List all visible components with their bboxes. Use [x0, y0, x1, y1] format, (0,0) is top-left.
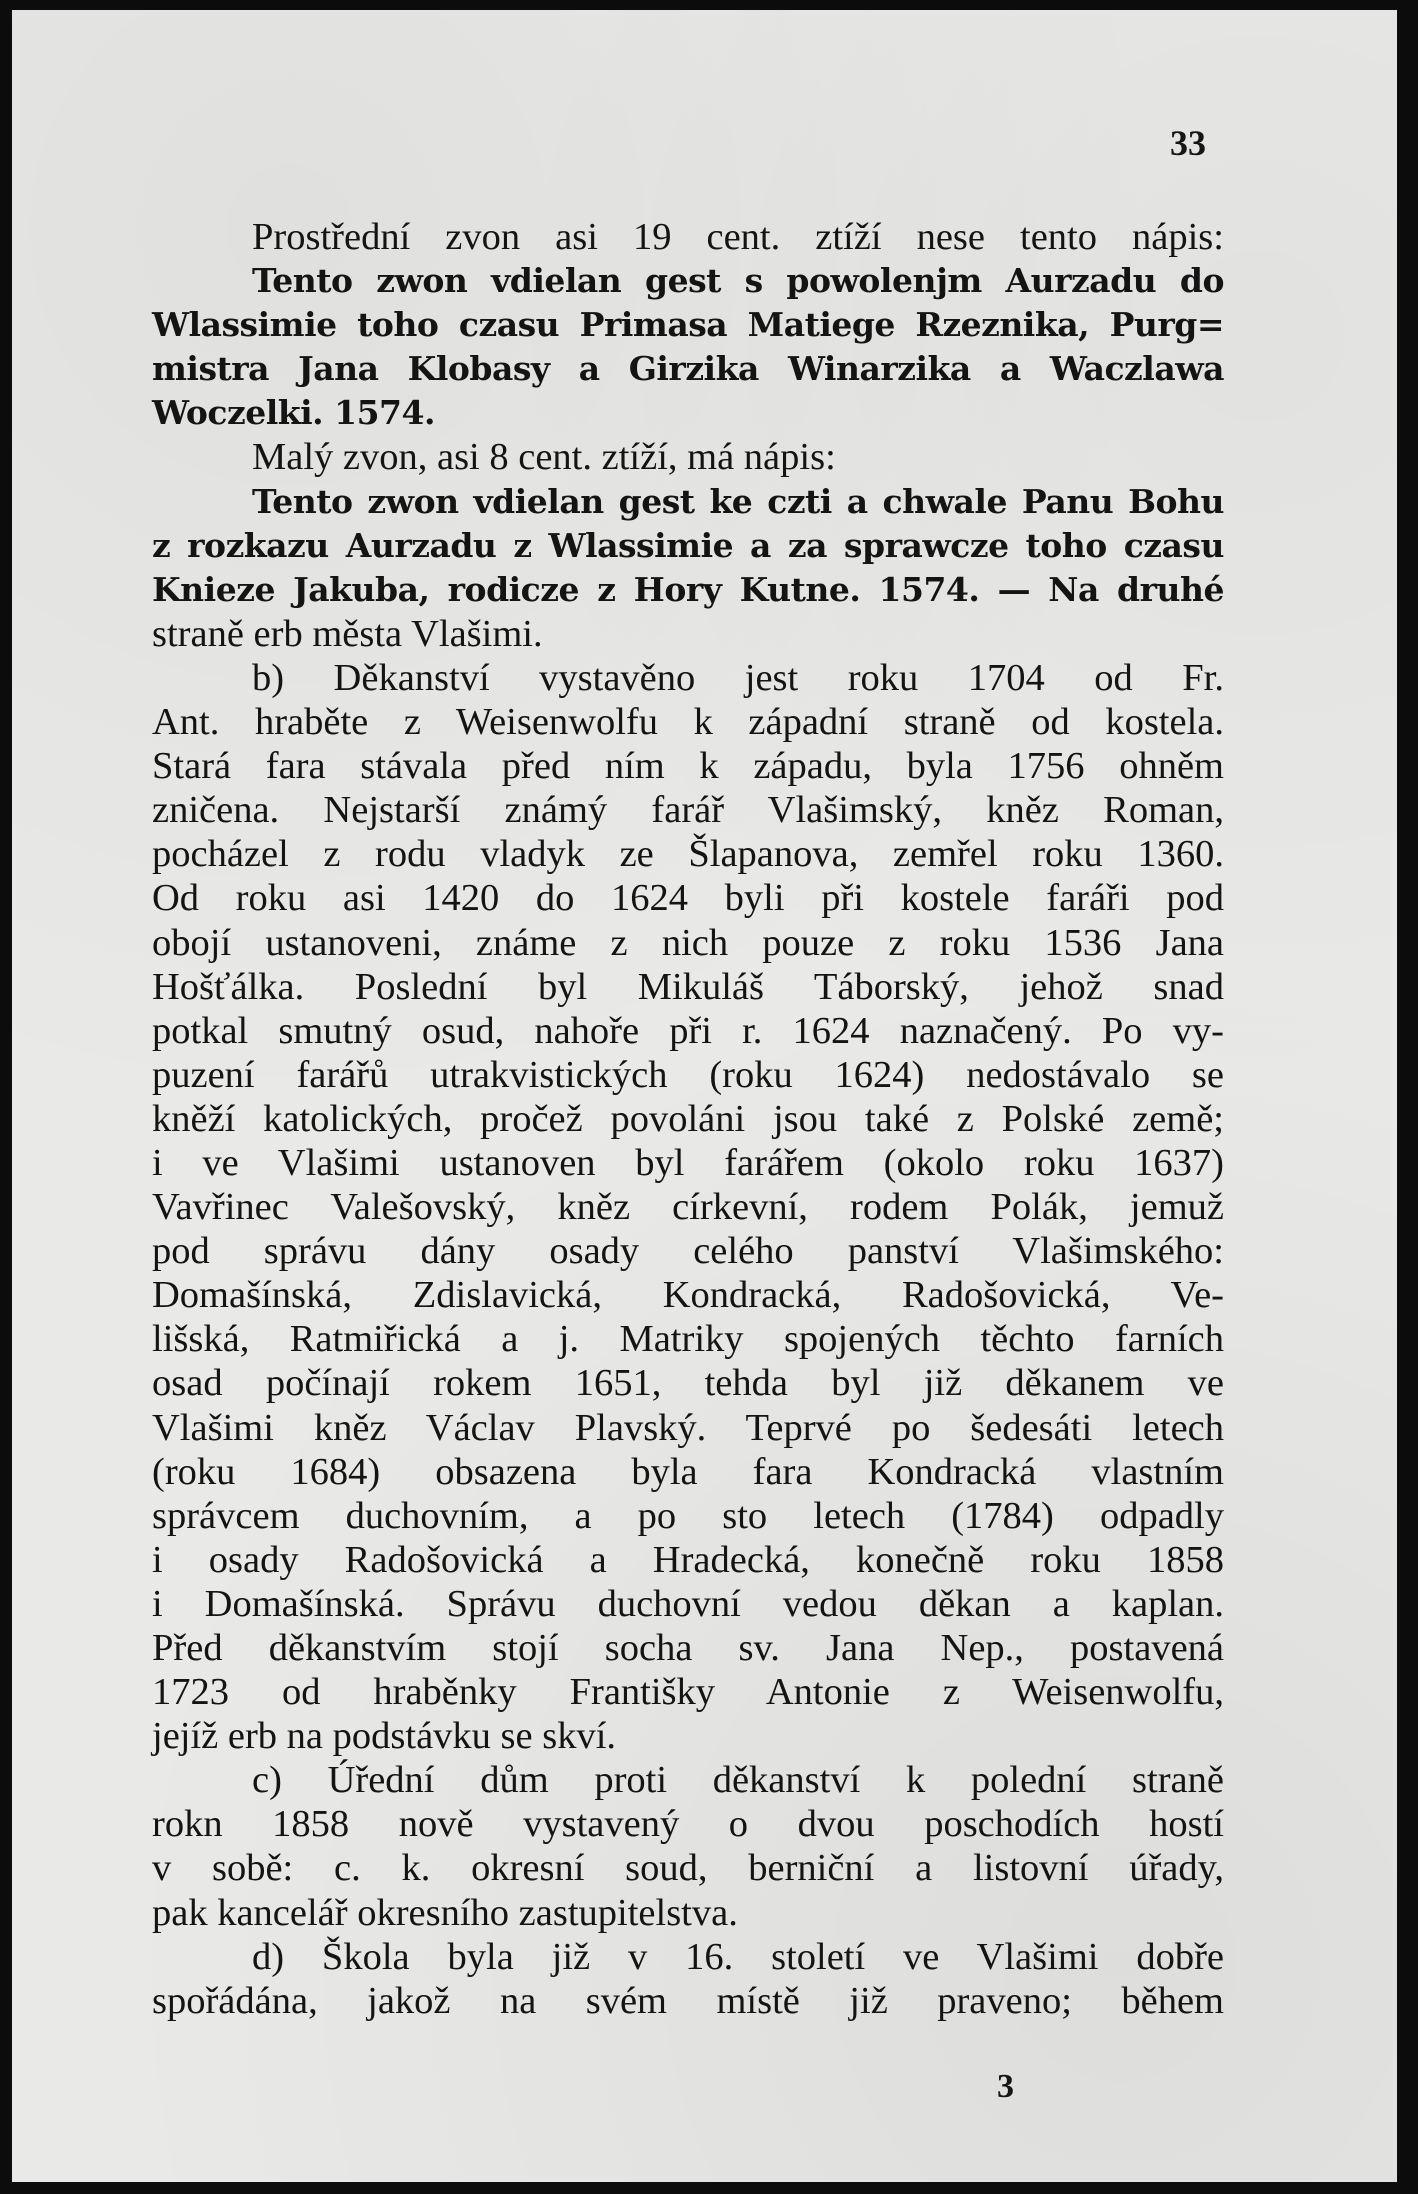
text-line: c) Úřední dům proti děkanství k polední straně	[252, 1759, 1224, 1802]
text-line: Tento zwon vdielan gest ke czti a chwale Panu Bohu	[252, 481, 1224, 521]
text-line: zničena. Nejstarší známý farář Vlašimský, kněz Roman,	[152, 789, 1224, 832]
text-line: Woczelki. 1574.	[152, 393, 435, 433]
text-line: Malý zvon, asi 8 cent. ztíží, má nápis:	[252, 436, 836, 479]
text-line: d) Škola byla již v 16. století ve Vlašimi dobře	[252, 1935, 1224, 1978]
text-line: puzení farářů utrakvistických (roku 1624) nedostávalo se	[152, 1053, 1224, 1096]
text-line: Hošťálka. Poslední byl Mikuláš Táborský, jehož snad	[152, 965, 1224, 1008]
text-line: straně erb města Vlašimi.	[152, 612, 543, 655]
text-line: pod správu dány osady celého panství Vlašimského:	[152, 1230, 1224, 1273]
text-line: Domašínská, Zdislavická, Kondracká, Radošovická, Ve-	[152, 1274, 1224, 1317]
book-page	[12, 10, 1397, 2182]
text-line: kněží katolických, pročež povoláni jsou také z Polské země;	[152, 1097, 1224, 1140]
text-line: správcem duchovním, a po sto letech (1784) odpadly	[152, 1494, 1224, 1537]
text-line: pocházel z rodu vladyk ze Šlapanova, zemřel roku 1360.	[152, 833, 1224, 876]
body-text	[152, 215, 1224, 2023]
text-line: b) Děkanství vystavěno jest roku 1704 od Fr.	[252, 656, 1224, 699]
text-line: potkal smutný osud, nahoře při r. 1624 naznačený. Po vy-	[152, 1009, 1224, 1052]
text-line: Prostřední zvon asi 19 cent. ztíží nese tento nápis:	[252, 216, 1224, 258]
text-line: Vavřinec Valešovský, kněz církevní, rodem Polák, jemuž	[152, 1186, 1224, 1229]
text-line: (roku 1684) obsazena byla fara Kondracká vlastním	[152, 1450, 1224, 1493]
text-line: 1723 od hraběnky Františky Antonie z Weisenwolfu,	[152, 1671, 1224, 1714]
text-line: jejíž erb na podstávku se skví.	[152, 1715, 617, 1758]
text-line: Tento zwon vdielan gest s powolenjm Aurzadu do	[252, 261, 1224, 301]
page-number: 33	[1170, 123, 1206, 163]
text-line: Před děkanstvím stojí socha sv. Jana Nep., postavená	[152, 1627, 1224, 1669]
text-line: spořádána, jakož na svém místě již praveno; během	[152, 1979, 1224, 2022]
text-line: v sobě: c. k. okresní soud, berniční a listovní úřady,	[152, 1847, 1224, 1890]
text-line: lišská, Ratmiřická a j. Matriky spojených těchto farních	[152, 1318, 1224, 1361]
text-line: obojí ustanoveni, známe z nich pouze z roku 1536 Jana	[152, 921, 1224, 964]
text-line: pak kancelář okresního zastupitelstva.	[152, 1891, 738, 1934]
text-line: Stará fara stávala před ním k západu, byla 1756 ohněm	[152, 745, 1224, 788]
text-line: i Domašínská. Správu duchovní vedou děkan a kaplan.	[152, 1582, 1224, 1625]
signature-mark: 3	[997, 2068, 1014, 2105]
text-line: z rozkazu Aurzadu z Wlassimie a za sprawcze toho czasu	[152, 525, 1224, 565]
text-line: rokn 1858 nově vystavený o dvou poschodích hostí	[152, 1803, 1224, 1846]
text-line: Ant. hraběte z Weisenwolfu k západní straně od kostela.	[152, 701, 1224, 744]
text-line: i osady Radošovická a Hradecká, konečně roku 1858	[152, 1538, 1224, 1581]
text-line: Wlassimie toho czasu Primasa Matiege Rzeznika, Purg=	[152, 305, 1224, 345]
text-line: mistra Jana Klobasy a Girzika Winarzika a Waczlawa	[152, 349, 1224, 389]
text-line: Od roku asi 1420 do 1624 byli při kostele faráři pod	[152, 877, 1224, 920]
text-line: i ve Vlašimi ustanoven byl farářem (okolo roku 1637)	[152, 1141, 1224, 1184]
text-line: osad počínají rokem 1651, tehda byl již děkanem ve	[152, 1362, 1224, 1405]
text-line: Knieze Jakuba, rodicze z Hory Kutne. 1574. — Na druhé	[152, 569, 1224, 609]
text-line: Vlašimi kněz Václav Plavský. Teprvé po šedesáti letech	[152, 1406, 1224, 1449]
